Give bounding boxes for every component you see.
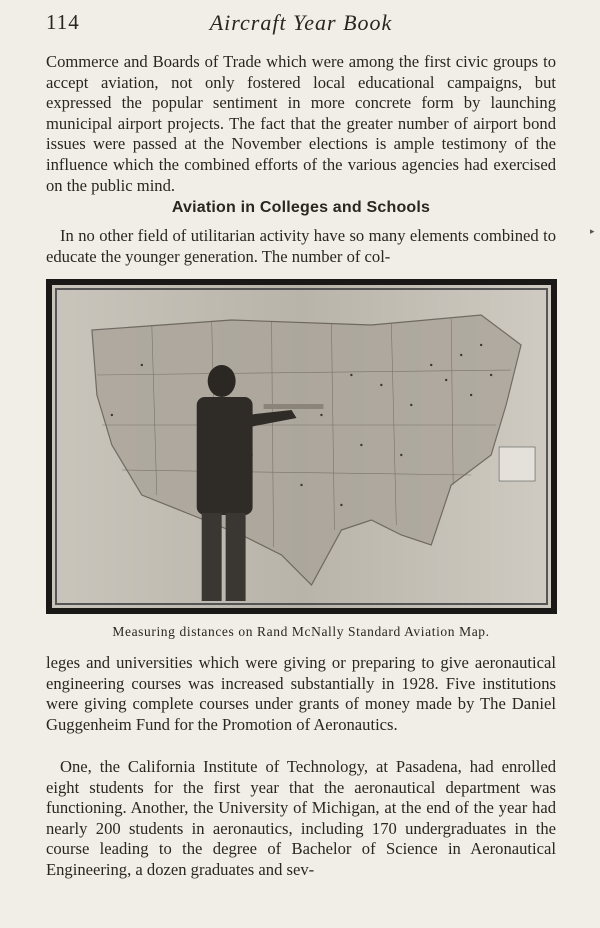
paragraph-colleges-intro: In no other field of utilitarian activity have so many elements combined to educate the younger generation. The number of col-: [46, 226, 556, 266]
page-header: [46, 8, 556, 38]
photo-figure: [46, 279, 557, 614]
paragraph-colleges-continued: leges and universities which were giving or preparing to give aeronautical engineering courses was increased substantially in 1928. Five institutions were giving complete courses under grants of money made by The Daniel Guggenheim Fund for the Promotion of Aeronautics.: [46, 653, 556, 734]
aviation-map-photo: [52, 285, 551, 608]
figure-caption: Measuring distances on Rand McNally Standard Aviation Map.: [112, 624, 490, 639]
paragraph-airport-projects: Commerce and Boards of Trade which were among the first civic groups to accept aviation, not only fostered local educational campaigns, but expressed the popular sentiment in more concrete form by launching municipal airport projects. The fact that the greater number of airport bond issues were passed at the November elections is ample testimony of the influence which the combined efforts of the various agencies had exercised on the public mind.: [46, 52, 556, 195]
scan-edge-mark: ▸: [590, 226, 595, 236]
paragraph-caltech-michigan: One, the California Institute of Technology, at Pasadena, had enrolled eight students for the first year that the aeronautical department was functioning. Another, the University of Michigan, at the end of the year had nearly 200 students in aeronautics, including 170 undergraduates in the course leading to the degree of Bachelor of Science in Aeronautical Engineering, a dozen graduates and sev-: [46, 757, 556, 879]
running-title: Aircraft Year Book: [209, 10, 393, 35]
page-number: 114: [46, 10, 80, 34]
section-heading: Aviation in Colleges and Schools: [171, 199, 431, 216]
